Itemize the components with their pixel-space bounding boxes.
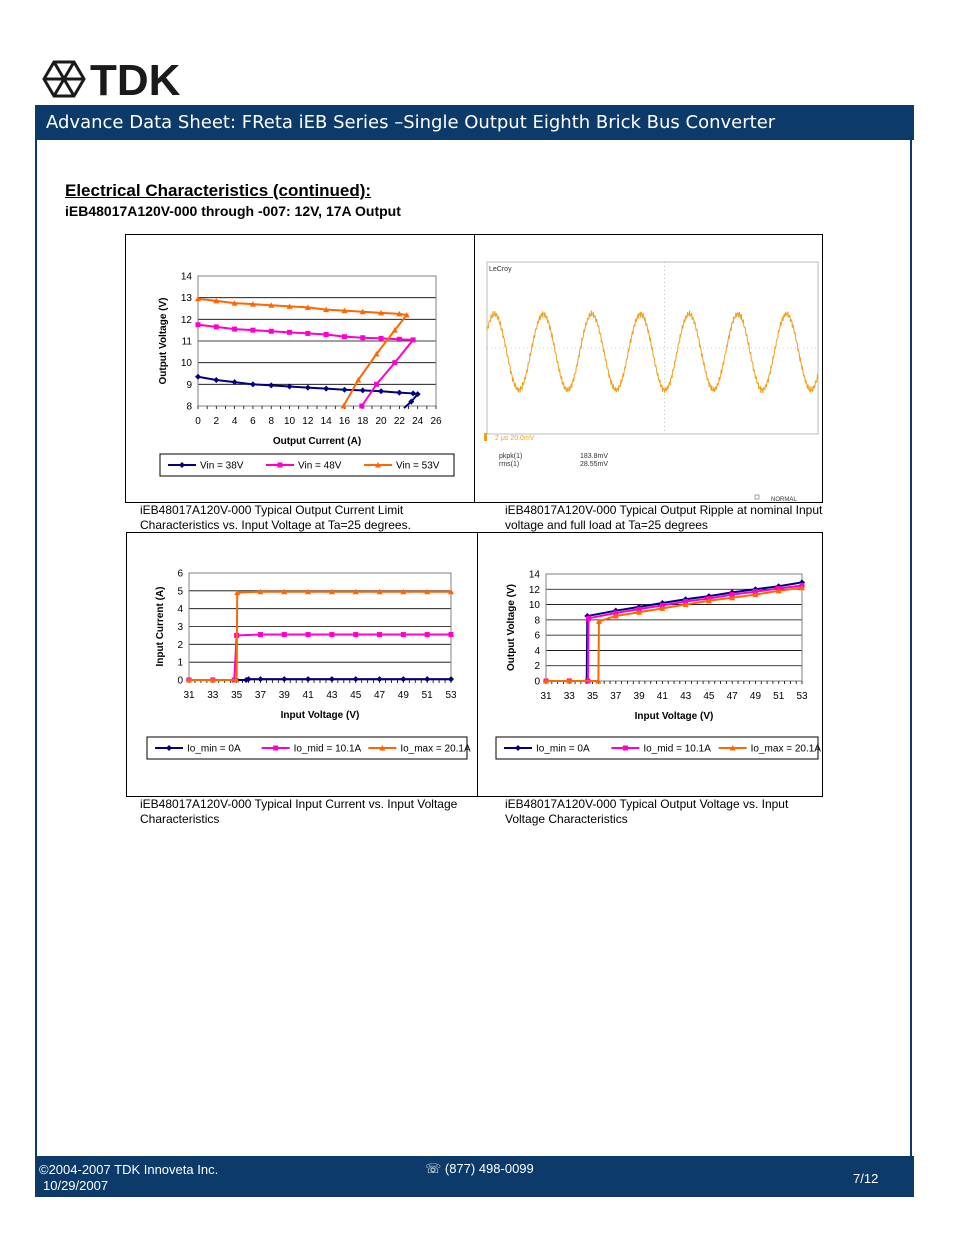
x-tick-label: 31 <box>183 690 195 701</box>
output-voltage-chart <box>478 533 822 796</box>
x-tick-label: 41 <box>302 690 314 701</box>
current-limit-chart <box>126 235 474 502</box>
x-tick-label: 37 <box>254 690 267 701</box>
x-tick-label: 33 <box>207 690 219 701</box>
footer-phone: ☏ (877) 498-0099 <box>425 1161 534 1176</box>
series-2 <box>187 632 454 682</box>
y-axis-title: Input Current (A) <box>155 586 166 667</box>
x-tick-label: 22 <box>393 416 405 427</box>
data-point <box>257 676 263 682</box>
legend-label: Vin = 38V <box>200 460 244 472</box>
x-tick-label: 14 <box>320 416 332 427</box>
data-point <box>396 390 402 396</box>
y-tick-label: 2 <box>534 661 540 673</box>
series-1 <box>195 374 421 408</box>
x-tick-label: 39 <box>278 690 290 701</box>
data-point <box>397 337 402 342</box>
data-point <box>392 360 397 365</box>
data-point <box>213 377 219 383</box>
series-3 <box>543 585 805 684</box>
page-banner: Advance Data Sheet: FReta iEB Series –Single Output Eighth Brick Bus Converter <box>35 105 914 140</box>
caption-output-voltage: iEB48017A120V-000 Typical Output Voltage vs. Input Voltage Characteristics <box>505 797 789 826</box>
data-point <box>377 676 383 682</box>
legend-label: Io_min = 0A <box>187 743 241 755</box>
logo-text: TDK <box>90 58 181 100</box>
x-tick-label: 2 <box>213 416 220 427</box>
legend-label: Io_mid = 10.1A <box>643 743 711 755</box>
x-tick-label: 0 <box>195 416 201 427</box>
data-point <box>401 632 406 637</box>
data-point <box>195 374 201 380</box>
x-tick-label: 16 <box>338 416 351 427</box>
caption-input-current: iEB48017A120V-000 Typical Input Current vs. Input Voltage Characteristics <box>140 797 458 826</box>
x-tick-label: 49 <box>749 691 762 702</box>
x-axis-title: Output Current (A) <box>272 436 362 447</box>
tdk-emblem-icon <box>44 62 84 96</box>
x-tick-label: 4 <box>231 416 238 427</box>
x-tick-label: 35 <box>231 690 243 701</box>
data-point <box>400 676 406 682</box>
y-tick-label: 14 <box>528 569 540 581</box>
y-tick-label: 0 <box>534 676 540 688</box>
y-tick-label: 13 <box>180 293 192 305</box>
y-tick-label: 8 <box>534 615 540 627</box>
x-axis-title: Input Voltage (V) <box>634 711 714 722</box>
data-point <box>232 327 237 332</box>
data-point <box>305 331 310 336</box>
data-point <box>360 335 365 340</box>
data-point <box>306 632 311 637</box>
legend-swatch-marker <box>273 746 278 751</box>
data-point <box>359 404 364 409</box>
data-point <box>374 382 379 387</box>
x-tick-label: 43 <box>326 690 338 701</box>
x-tick-label: 35 <box>586 691 599 702</box>
x-tick-label: 53 <box>796 691 808 702</box>
x-tick-label: 37 <box>610 691 622 702</box>
pkpk-value: 183.8mV <box>580 453 609 460</box>
data-point <box>214 324 219 329</box>
x-tick-label: 20 <box>375 416 387 427</box>
data-point <box>425 632 430 637</box>
chart-cell-output-voltage <box>477 532 823 797</box>
y-tick-label: 12 <box>528 584 540 596</box>
x-tick-label: 26 <box>430 416 442 427</box>
caption-current-limit: iEB48017A120V-000 Typical Output Current Limit Characteristics vs. Input Voltage at Ta=25 degrees. <box>140 503 411 532</box>
x-axis-title: Input Voltage (V) <box>280 710 360 721</box>
data-point <box>287 330 292 335</box>
input-current-chart <box>127 533 477 796</box>
section-title: Electrical Characteristics (continued): <box>65 181 372 200</box>
data-point <box>250 381 256 387</box>
data-point <box>378 388 384 394</box>
y-axis-title: Output Voltage (V) <box>506 583 517 672</box>
data-point <box>329 676 335 682</box>
scope-brand: LeCroy <box>489 266 512 273</box>
series-3 <box>186 589 454 683</box>
x-tick-label: 33 <box>563 691 575 702</box>
y-tick-label: 0 <box>177 675 183 687</box>
y-tick-label: 9 <box>186 379 192 391</box>
y-tick-label: 4 <box>177 604 183 616</box>
pkpk-label: pkpk(1) <box>499 453 523 460</box>
data-point <box>282 632 287 637</box>
data-point <box>196 322 201 327</box>
chart-cell-current-limit <box>125 234 475 503</box>
tdk-logo <box>40 58 210 100</box>
y-tick-label: 5 <box>177 586 183 598</box>
footer-page-number: 7/12 <box>853 1171 879 1186</box>
footer-date: 10/29/2007 <box>43 1178 109 1193</box>
x-tick-label: 49 <box>397 690 409 701</box>
y-axis-title: Output Voltage (V) <box>158 297 169 385</box>
data-point <box>305 385 311 391</box>
legend <box>160 454 454 476</box>
y-tick-label: 6 <box>177 568 183 580</box>
data-point <box>449 632 454 637</box>
caption-ripple: iEB48017A120V-000 Typical Output Ripple at nominal Input voltage and full load at Ta=25 degrees <box>505 503 823 532</box>
series-line <box>546 585 802 681</box>
y-tick-label: 12 <box>180 314 192 326</box>
series-2 <box>196 322 416 408</box>
legend-label: Vin = 53V <box>396 460 440 472</box>
ripple-scope-chart <box>475 235 822 502</box>
x-tick-label: 53 <box>445 690 457 701</box>
mode-indicator-icon <box>755 495 759 499</box>
x-tick-label: 8 <box>268 416 275 427</box>
data-point <box>448 676 454 682</box>
data-point <box>329 632 334 637</box>
data-point <box>379 336 384 341</box>
scope-mode: NORMAL <box>771 497 797 502</box>
y-tick-label: 10 <box>528 600 540 612</box>
chart-cell-ripple <box>474 234 823 503</box>
y-tick-label: 11 <box>181 336 192 348</box>
data-point <box>360 387 366 393</box>
footer-copyright: ©2004-2007 TDK Innoveta Inc. <box>39 1162 219 1177</box>
data-point <box>353 632 358 637</box>
data-point <box>341 387 347 393</box>
series-line <box>546 582 802 681</box>
data-point <box>342 334 347 339</box>
data-point <box>258 632 263 637</box>
legend-label: Vin = 48V <box>298 460 342 472</box>
data-point <box>268 382 274 388</box>
x-tick-label: 47 <box>726 691 738 702</box>
x-tick-label: 51 <box>773 691 785 702</box>
legend <box>496 737 821 759</box>
x-tick-label: 24 <box>412 416 424 427</box>
data-point <box>305 676 311 682</box>
data-point <box>377 632 382 637</box>
y-tick-label: 2 <box>177 639 183 651</box>
data-point <box>586 616 591 621</box>
data-point <box>424 676 430 682</box>
x-tick-label: 45 <box>350 690 362 701</box>
data-point <box>324 332 329 337</box>
rms-label: rms(1) <box>499 461 520 468</box>
legend-swatch-marker <box>278 463 283 468</box>
y-tick-label: 1 <box>177 657 183 669</box>
section-subtitle: iEB48017A120V-000 through -007: 12V, 17A Output <box>65 203 401 219</box>
legend-label: Io_max = 20.1A <box>400 743 471 755</box>
rms-value: 28.55mV <box>580 461 609 468</box>
legend <box>147 737 471 759</box>
y-tick-label: 8 <box>186 401 192 413</box>
legend-label: Io_mid = 10.1A <box>293 743 362 755</box>
channel-marker-icon <box>484 433 487 441</box>
y-tick-label: 3 <box>177 622 183 633</box>
chart-cell-input-current <box>126 532 478 797</box>
scope-scale: 2 μs 20.0mV <box>495 435 535 442</box>
x-tick-label: 41 <box>656 691 668 702</box>
series-line <box>189 635 451 680</box>
data-point <box>250 328 255 333</box>
y-tick-label: 10 <box>180 358 192 370</box>
data-point <box>323 386 329 392</box>
x-tick-label: 12 <box>302 416 314 427</box>
x-tick-label: 6 <box>250 416 256 427</box>
x-tick-label: 39 <box>633 691 645 702</box>
x-tick-label: 47 <box>373 690 386 701</box>
series-line <box>189 592 451 680</box>
x-tick-label: 45 <box>703 691 715 702</box>
legend-label: Io_min = 0A <box>536 743 590 755</box>
y-tick-label: 6 <box>534 630 540 642</box>
series-line <box>198 299 407 406</box>
x-tick-label: 10 <box>283 416 296 427</box>
legend-swatch-marker <box>623 746 628 751</box>
x-tick-label: 51 <box>421 690 433 701</box>
legend-label: Io_max = 20.1A <box>750 743 821 755</box>
x-tick-label: 43 <box>680 691 692 702</box>
data-point <box>269 329 274 334</box>
x-tick-label: 31 <box>540 691 552 702</box>
data-point <box>353 676 359 682</box>
data-point <box>281 676 287 682</box>
series-2 <box>544 583 805 684</box>
series-line <box>198 377 418 408</box>
y-tick-label: 14 <box>180 271 192 283</box>
x-tick-label: 18 <box>357 416 369 427</box>
y-tick-label: 4 <box>534 645 540 657</box>
data-point <box>411 337 416 342</box>
page-footer <box>35 1156 914 1197</box>
series-1 <box>543 579 805 684</box>
